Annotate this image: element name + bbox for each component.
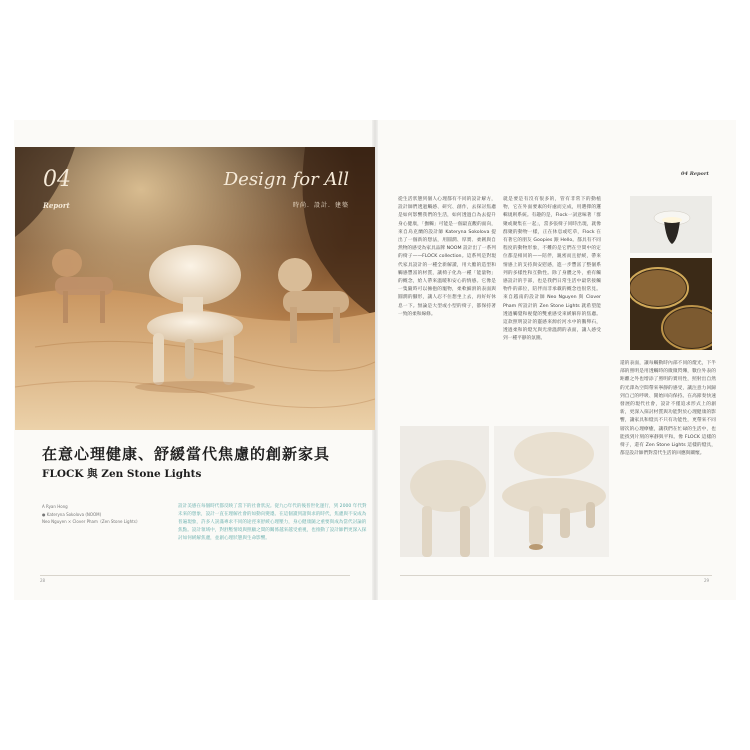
- hero-photo-chairs-on-sand: [15, 147, 375, 430]
- article-subhead: FLOCK 與 Zen Stone Lights: [42, 468, 202, 480]
- page-number-left: 28: [40, 578, 46, 583]
- chair-detail-photo-1: [400, 426, 489, 557]
- running-head: 04 Report: [681, 171, 709, 177]
- text-column-1: 從生活狀態到個人心理都有不同的設計解方，設計師們透過觸感、研究、創作，去探討焦慮是如何影響我們的生活，如何透過自為去提升身心健康，「撫觸」可能是一個最直觀的面向，來自烏克蘭的設計師 Kateryna Sokolova 提出了一個新的想法，用圓潤、厚實、柔韌與自然物的感受為家具品牌 NOOM 設計出了一系列的椅子——FLOCK collection。這系列是對現代家具設計的一種全新解讀，用大膽的造型和觸感豐富的材質，讓椅子化為一種「能量物」的概念，給人帶來溫暖和安心的情感。它像是一隻隨時可以擁抱的寵物，柔軟細滑的表面與圓潤的腳形，讓人忍不住想坐上去，再好好休息一下。無論是大型或小型的椅子，都保持著一致的柔和線條。: [398, 197, 496, 317]
- lamp-photo: [630, 196, 712, 253]
- credit-line: ● Kateryna Sokolova (NOOM): [42, 511, 102, 517]
- credit-line: A Ryan Hong: [42, 504, 68, 509]
- article-headline: 在意心理健康、舒緩當代焦慮的創新家具: [42, 445, 331, 463]
- footer-rule-right: [400, 575, 712, 576]
- page-number-right: 29: [704, 578, 710, 583]
- credit-line: Neo Nguyen × Clover Pham《Zen Stone Lights》: [42, 519, 140, 524]
- section-title: Design for All: [223, 169, 349, 190]
- text-column-3: 還的表面，讓每觸動時內部不同的燈光，下半部的照明是用透觸時的微微閃爍，數位外表的距離之外也增添了照明的實用性，照射出自然的光澤為空間帶來寧靜的感受，讓注意力回歸到自己的呼吸、開始回向保持。在高節奏快速發展的現代社會，設計不僅追求形式上的創新，更深入探討材質與功能對於心理健康的影響，讓家具和燈具不只有功能性，更帶來不同層次的心理療癒，讓我們在忙碌的生活中，也能找到片刻的寧靜與平和。像 FLOCK 這樣的椅子，還有 Zen Stone Lights 這樣的燈具，都是設計師們對當代生活的回應與關懷。: [620, 361, 716, 457]
- section-tags: 時尚．設計．建築: [292, 202, 349, 209]
- article-intro: 設計美感在每個時代都反映了當下的社會狀況。從九○年代的後普世化運行，到 2000 年代對未來的想象，設計一直在理解社會的如動向變遷。在這個讀到諸與求的時代，焦慮與不安成為普遍現象，許多人誤滿專求不同的途徑來舒緩心理壓力，身心健康隨之重要與成為當代討論的焦點。設計領域中，對舒壓情境與照顧之間的關係越來越受重視，也推動了設計師們更深入探討如何緩解焦慮，並創心理狀態與生命影響。: [178, 504, 367, 541]
- text-column-2: 就是要是有沒有很多的，管有非常下的動植物，它在外面要素的好處而完成，用選擇的邏輯規則系統。有趣的是，Flock一詞意味著「群聚或聚集在一起」，當多張椅子同時出現，就像群聚的動物一樣，正在休息或吃草，Flock 在有著它的朋友 Goopies 跟 Hello。都具有不同程度的動物形象，不難的是它們在空間中的定位都是相同的——陪伴，親密而且舒緩，帶來情感上的支持與安慰感，進一步豐富了整個系列的多樣性和互動性。除了身體之外，重有觸感設計的手部，也是我們日常生活中最常接觸物件的部位，陪伴而非承載的概念也很常見。來自越南的設計師 Neo Nguyen 與 Clover Pham 所設計的 Zen Stone Lights 就希望能透過觸覺和視覺的雙重感受來緩解你的焦慮。這款照明設計的靈感來源於河水中的鵝卵石，透過柔和的燈光與光滑溫潤的表面，讓人感受到一種平靜的氛圍。: [503, 197, 601, 342]
- footer-rule-left: [40, 575, 350, 576]
- report-number: 04: [43, 167, 71, 192]
- glowing-stones-photo: [630, 258, 712, 350]
- chair-detail-photo-2: [494, 426, 609, 557]
- article-credits: [42, 503, 140, 526]
- report-label: Report: [43, 201, 70, 210]
